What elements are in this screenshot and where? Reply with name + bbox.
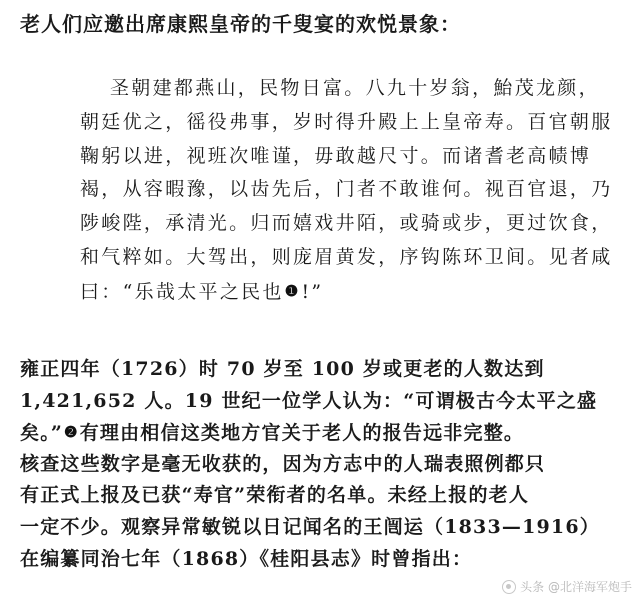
quote-text: 曰：“乐哉太平之民也 [80,280,284,303]
footnote-marker-2: ❷ [64,423,79,442]
quote-line: 褐，从容暇豫，以齿先后，门者不敢谁何。视百官退，乃 [80,178,613,201]
body-paragraph [20,354,630,575]
watermark-text: 头条 @北洋海军炮手 [520,580,632,594]
quote-line: 陟峻陛，承清光。归而嬉戏井陌，或骑或步，更过饮食， [80,212,613,235]
block-quote [80,72,620,309]
body-line: 在编纂同治七年（1868）《桂阳县志》时曾指出： [20,547,473,570]
section-heading: 老人们应邀出席康熙皇帝的千叟宴的欢悦景象： [20,12,461,36]
quote-line: 朝廷优之，徭役弗事，岁时得升殿上上皇帝寿。百官朝服 [80,110,613,133]
footnote-marker-1: ❶ [284,281,301,300]
quote-line: 圣朝建都燕山，民物日富。八九十岁翁，鮐茂龙颜， [110,77,600,99]
body-line [20,417,630,449]
quote-line-last [80,275,620,309]
body-line: 1,421,652 人。19 世纪一位学人认为：“可谓极古今太平之盛 [20,389,598,412]
body-line: 有正式上报及已获“寿官”荣衔者的名单。未经上报的老人 [20,484,530,507]
watermark [502,578,632,595]
quote-text-end: !” [301,280,324,303]
body-line: 一定不少。观察异常敏锐以日记闻名的王闿运（1833—1916） [20,515,600,538]
body-line: 雍正四年（1726）时 70 岁至 100 岁或更老的人数达到 [20,358,545,380]
quote-line: 鞠躬以进，视班次唯谨，毋敢越尺寸。而诸耆老高帻博 [80,144,592,167]
watermark-logo-icon [502,580,516,594]
quote-line: 和气粹如。大驾出，则庞眉黄发，序钩陈环卫间。见者咸 [80,245,613,268]
body-line: 核查这些数字是毫无收获的，因为方志中的人瑞表照例都只 [20,452,546,475]
body-text: 矣。” [20,422,64,445]
body-text: 有理由相信这类地方官关于老人的报告远非完整。 [79,422,525,445]
